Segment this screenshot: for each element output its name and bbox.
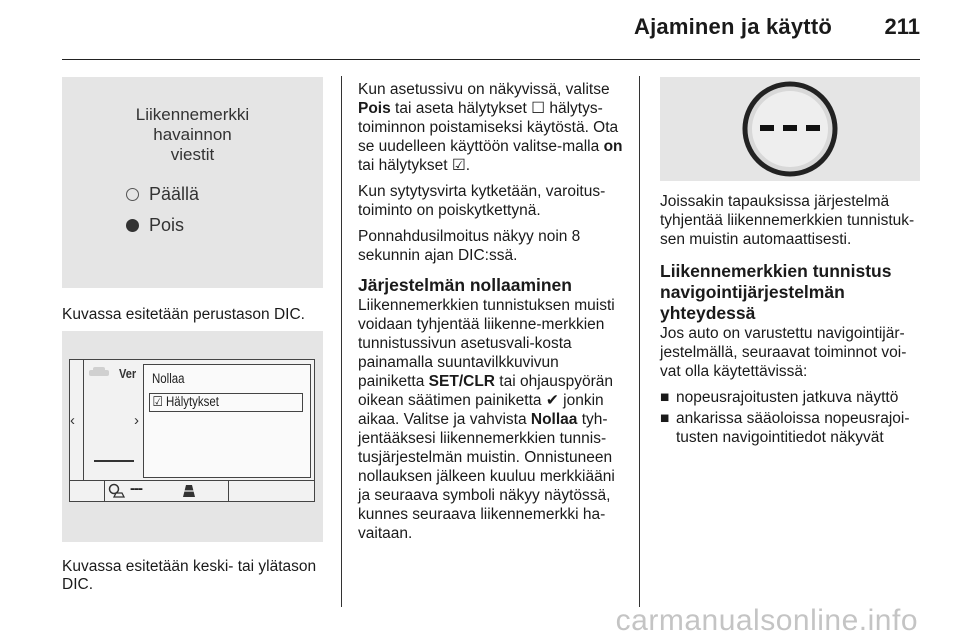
watermark: carmanualsonline.info [615, 604, 918, 637]
dic-settings-menu [143, 364, 311, 478]
column-divider-2 [639, 76, 640, 607]
text-run: Kun asetussivu on näkyvissä, valitse [358, 81, 610, 98]
option-off [126, 214, 184, 236]
bullet-icon: ■ [660, 410, 670, 427]
dic-bar [94, 460, 134, 462]
bold-term: SET/CLR [428, 373, 495, 390]
paragraph: Kun sytytysvirta kytketään, varoitus-toiminto on poiskytkettynä. [358, 183, 606, 219]
paragraph: Jos auto on varustettu navigointijär-jestelmällä, seuraavat toiminnot voi-vat olla käytettävissä: [660, 325, 907, 380]
header-divider [62, 59, 920, 60]
paragraph [358, 296, 628, 543]
column-divider-1 [341, 76, 342, 607]
paragraph: Joissakin tapauksissa järjestelmä tyhjentää liikennemerkkien tunnistuk-sen muistin automaattisesti. [660, 193, 915, 248]
dic-status-divider [104, 480, 105, 501]
page-header-title: Ajaminen ja käyttö [634, 14, 832, 39]
text-run: tai hälytykset ☑. [358, 157, 471, 174]
dic-tab-label: Ver [119, 366, 137, 381]
list-item [660, 409, 925, 447]
reset-menu-item: Nollaa [152, 371, 185, 386]
radio-unselected-icon [126, 188, 139, 201]
bold-term: on [603, 138, 623, 155]
bullet-icon: ■ [660, 389, 670, 406]
text-run: tai ohjauspyörän oikean säätimen painiketta ✔ jonkin aikaa. Valitse ja vahvista [358, 373, 614, 428]
figure1-caption: Kuvassa esitetään perustason DIC. [62, 306, 305, 323]
bold-term: Pois [358, 100, 391, 117]
no-sign-symbol: --- [130, 480, 142, 497]
dic-menu-title-line: viestit [170, 145, 215, 164]
option-on [126, 183, 199, 205]
no-limit-sign-icon [660, 77, 920, 181]
option-on-label: Päällä [149, 183, 200, 204]
advanced-dic-figure [62, 331, 323, 542]
text-run: Liikennemerkkien tunnistuksen muisti voidaan tyhjentää liikenne-merkkien tunnistussivun asetusvali-kosta painamalla suuntavilkkuvivun painiketta [358, 297, 615, 390]
section-heading: Liikennemerkkien tunnistus navigointijärjestelmän yhteydessä [660, 261, 892, 323]
column-2 [358, 80, 628, 550]
column-3 [660, 192, 925, 447]
bold-term: Nollaa [530, 411, 578, 428]
dic-menu-title [62, 105, 323, 165]
chevron-right-icon: › [134, 412, 139, 429]
dic-status-bar [70, 480, 314, 481]
alerts-menu-label: ☑ Hälytykset [152, 394, 219, 409]
dic-display [69, 359, 315, 502]
dic-menu-tab [129, 365, 144, 477]
page-number: 211 [884, 14, 920, 39]
dic-menu-title-line: Liikennemerkki [135, 105, 250, 124]
dic-left-strip [83, 360, 84, 480]
chevron-left-icon: ‹ [70, 412, 75, 429]
list-item [660, 388, 925, 407]
dic-status-divider [228, 480, 229, 501]
end-of-restriction-figure [660, 77, 920, 181]
paragraph [358, 80, 628, 175]
figure2-caption: Kuvassa esitetään keski- tai ylätason DIC. [62, 558, 317, 593]
dic-menu-title-line: havainnon [153, 125, 232, 144]
alerts-menu-item [149, 393, 303, 412]
section-heading: Järjestelmän nollaaminen [358, 275, 572, 295]
radio-selected-icon [126, 219, 139, 232]
car-icon [88, 366, 110, 378]
lane-icon [182, 484, 196, 498]
option-off-label: Pois [149, 214, 185, 235]
list-item-text: nopeusrajoitusten jatkuva näyttö [676, 389, 899, 406]
list-item-text: ankarissa sääoloissa nopeusrajoi-tusten navigointitiedot näkyvät [676, 410, 910, 446]
text-run: tai aseta hälytykset ☐ hälytys-toiminnon poistamiseksi käytöstä. Ota se uudelleen käyttöön valitse-malla [358, 100, 619, 155]
basic-dic-figure [62, 77, 323, 288]
paragraph: Ponnahdusilmoitus näkyy noin 8 sekunnin ajan DIC:ssä. [358, 228, 581, 264]
traffic-sign-recognition-icon [108, 483, 126, 499]
text-run: tyh-jentääksesi liikennemerkkien tunnis-tusjärjestelmän muistin. Onnistuneen nollauksen jälkeen kuuluu merkkiääni ja seuraava symboli näkyy näytössä, kunnes seuraava liikennemerkki ha-vaitaan. [358, 411, 615, 542]
